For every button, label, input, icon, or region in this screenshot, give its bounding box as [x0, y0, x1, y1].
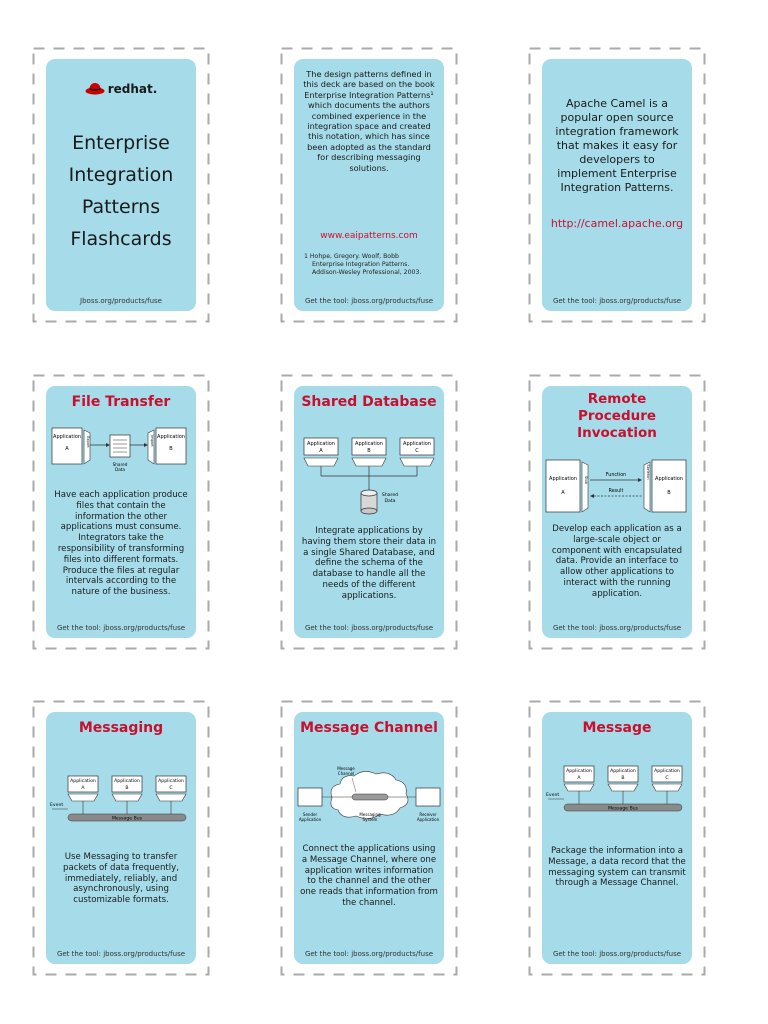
svg-text:Shared: Shared — [112, 462, 128, 467]
cover-footer: Jboss.org/products/fuse — [80, 297, 162, 305]
card-title: Messaging — [78, 720, 164, 736]
app-a — [304, 438, 338, 466]
card-slot-remote-procedure — [528, 374, 706, 650]
card-description: Connect the applications using a Message Channel, where one application writes information to the channel and the other one reads that information from the channel. — [300, 844, 438, 908]
svg-text:Application: Application — [158, 779, 184, 784]
svg-text:Skeleton: Skeleton — [646, 464, 650, 480]
svg-text:Data: Data — [384, 499, 396, 504]
intro-text: The design patterns defined in this deck are based on the book Enterprise Integration Patterns¹ which documents the authors combined experience in the integration space and created this notation, which has since been adopted as the standard for describing messaging solutions. — [303, 69, 435, 173]
svg-text:Application: Application — [416, 817, 440, 822]
file-transfer-diagram — [46, 424, 196, 476]
message-diagram — [542, 764, 692, 820]
svg-text:C: C — [665, 776, 669, 781]
redhat-logo — [46, 81, 196, 96]
svg-text:C: C — [415, 448, 419, 454]
card-slot-cover — [32, 47, 210, 323]
card-title: Message — [582, 720, 652, 736]
reference-line-2: Enterprise Integration Patterns. — [312, 261, 410, 268]
card-footer: Get the tool: jboss.org/products/fuse — [552, 624, 682, 632]
camel-card — [542, 59, 692, 311]
svg-text:A: A — [65, 446, 69, 452]
card-description: Package the information into a Message, a data record that the messaging system can transmit through a Message Channel. — [548, 846, 686, 889]
svg-text:B: B — [667, 490, 671, 496]
svg-text:Message Bus: Message Bus — [607, 806, 639, 812]
card-description: Integrate applications by having them store their data in a single Shared Database, and define the schema of the database to handle all the needs of the different applications. — [301, 526, 437, 601]
svg-text:Application: Application — [114, 779, 140, 784]
svg-text:A: A — [81, 786, 85, 791]
card-title-1: Remote — [587, 391, 647, 407]
cover-title-4: Flashcards — [70, 228, 172, 250]
svg-text:Application: Application — [549, 476, 577, 482]
card-slot-shared-database — [280, 374, 458, 650]
messaging-diagram — [46, 774, 196, 830]
svg-text:Application: Application — [566, 769, 592, 774]
redhat-wordmark: redhat. — [107, 82, 158, 96]
cover-card — [46, 59, 196, 311]
shared-database-card — [294, 386, 444, 638]
svg-text:Receiver: Receiver — [419, 812, 437, 817]
svg-text:Application: Application — [157, 434, 185, 440]
svg-text:Application: Application — [70, 779, 96, 784]
svg-text:Application: Application — [610, 769, 636, 774]
svg-text:Message Bus: Message Bus — [111, 816, 143, 822]
svg-text:Application: Application — [403, 441, 431, 447]
reference-line-1: 1 Hohpe, Gregory. Woolf, Bobb — [304, 253, 399, 260]
cover-title-3: Patterns — [81, 196, 161, 218]
svg-text:Event: Event — [50, 803, 64, 808]
message-channel-card — [294, 712, 444, 964]
remote-procedure-card — [542, 386, 692, 638]
svg-text:Result: Result — [608, 489, 624, 494]
message-card — [542, 712, 692, 964]
cover-title-2: Integration — [68, 164, 174, 186]
card-slot-file-transfer — [32, 374, 210, 650]
svg-text:B: B — [169, 446, 173, 452]
svg-text:B: B — [621, 776, 625, 781]
card-slot-messaging — [32, 700, 210, 976]
card-footer: Get the tool: jboss.org/products/fuse — [304, 950, 434, 958]
svg-text:Channel: Channel — [337, 771, 355, 776]
svg-text:Application: Application — [307, 441, 335, 447]
rpc-diagram — [542, 458, 692, 516]
shared-database-diagram — [294, 436, 444, 516]
card-title: File Transfer — [71, 394, 171, 410]
card-footer: Get the tool: jboss.org/products/fuse — [552, 950, 682, 958]
svg-text:Application: Application — [298, 817, 322, 822]
svg-text:Application: Application — [655, 476, 683, 482]
svg-text:Function: Function — [605, 473, 627, 478]
svg-text:Export: Export — [86, 436, 90, 448]
svg-text:Application: Application — [355, 441, 383, 447]
card-title-2: Procedure — [577, 408, 657, 424]
card-slot-message — [528, 700, 706, 976]
reference-line-3: Addison-Wesley Professional, 2003. — [312, 269, 422, 276]
card-description: Use Messaging to transfer packets of data frequently, immediately, reliably, and asynchronously, using customizable formats. — [63, 852, 179, 906]
svg-text:C: C — [169, 786, 173, 791]
card-title: Shared Database — [301, 394, 437, 410]
intro-card — [294, 59, 444, 311]
svg-text:B: B — [367, 448, 371, 454]
camel-footer: Get the tool: jboss.org/products/fuse — [552, 297, 682, 305]
intro-footer: Get the tool: jboss.org/products/fuse — [304, 297, 434, 305]
svg-text:Import: Import — [150, 435, 154, 447]
card-footer: Get the tool: jboss.org/products/fuse — [56, 950, 186, 958]
svg-text:Application: Application — [53, 434, 81, 440]
svg-text:Data: Data — [115, 467, 125, 472]
svg-text:A: A — [577, 776, 581, 781]
card-description: Develop each application as a large-scale object or component with encapsulated data. Provide an interface to allow other applications to interact with the running application. — [551, 524, 683, 599]
cover-title-1: Enterprise — [72, 132, 170, 154]
card-description: Have each application produce files that contain the information the other applications must consume. Integrators take the responsibility of transforming files into different formats. Produce the files at regular intervals according to the nature of the business. — [54, 490, 188, 598]
svg-text:System: System — [362, 817, 378, 822]
card-footer: Get the tool: jboss.org/products/fuse — [304, 624, 434, 632]
svg-text:Event: Event — [546, 793, 560, 798]
svg-text:A: A — [561, 490, 565, 496]
eaipatterns-link[interactable]: www.eaipatterns.com — [320, 231, 418, 241]
svg-text:Application: Application — [654, 769, 680, 774]
file-transfer-card — [46, 386, 196, 638]
card-slot-camel — [528, 47, 706, 323]
card-footer: Get the tool: jboss.org/products/fuse — [56, 624, 186, 632]
svg-text:Message: Message — [337, 766, 355, 771]
camel-link[interactable]: http://camel.apache.org — [550, 217, 684, 230]
svg-text:A: A — [319, 448, 323, 454]
messaging-card — [46, 712, 196, 964]
message-channel-diagram — [294, 764, 444, 830]
svg-text:B: B — [125, 786, 129, 791]
svg-text:Messaging: Messaging — [359, 812, 381, 817]
card-slot-intro — [280, 47, 458, 323]
card-title-3: Invocation — [577, 425, 657, 441]
svg-text:Sender: Sender — [302, 812, 318, 817]
camel-text: Apache Camel is a popular open source integration framework that makes it easy for developers to implement Enterprise Integration Patterns. — [555, 97, 679, 194]
redhat-hat-icon — [85, 81, 105, 95]
card-title: Message Channel — [300, 720, 438, 736]
svg-text:Stub: Stub — [584, 475, 588, 485]
svg-text:Shared: Shared — [381, 493, 399, 498]
card-slot-message-channel — [280, 700, 458, 976]
